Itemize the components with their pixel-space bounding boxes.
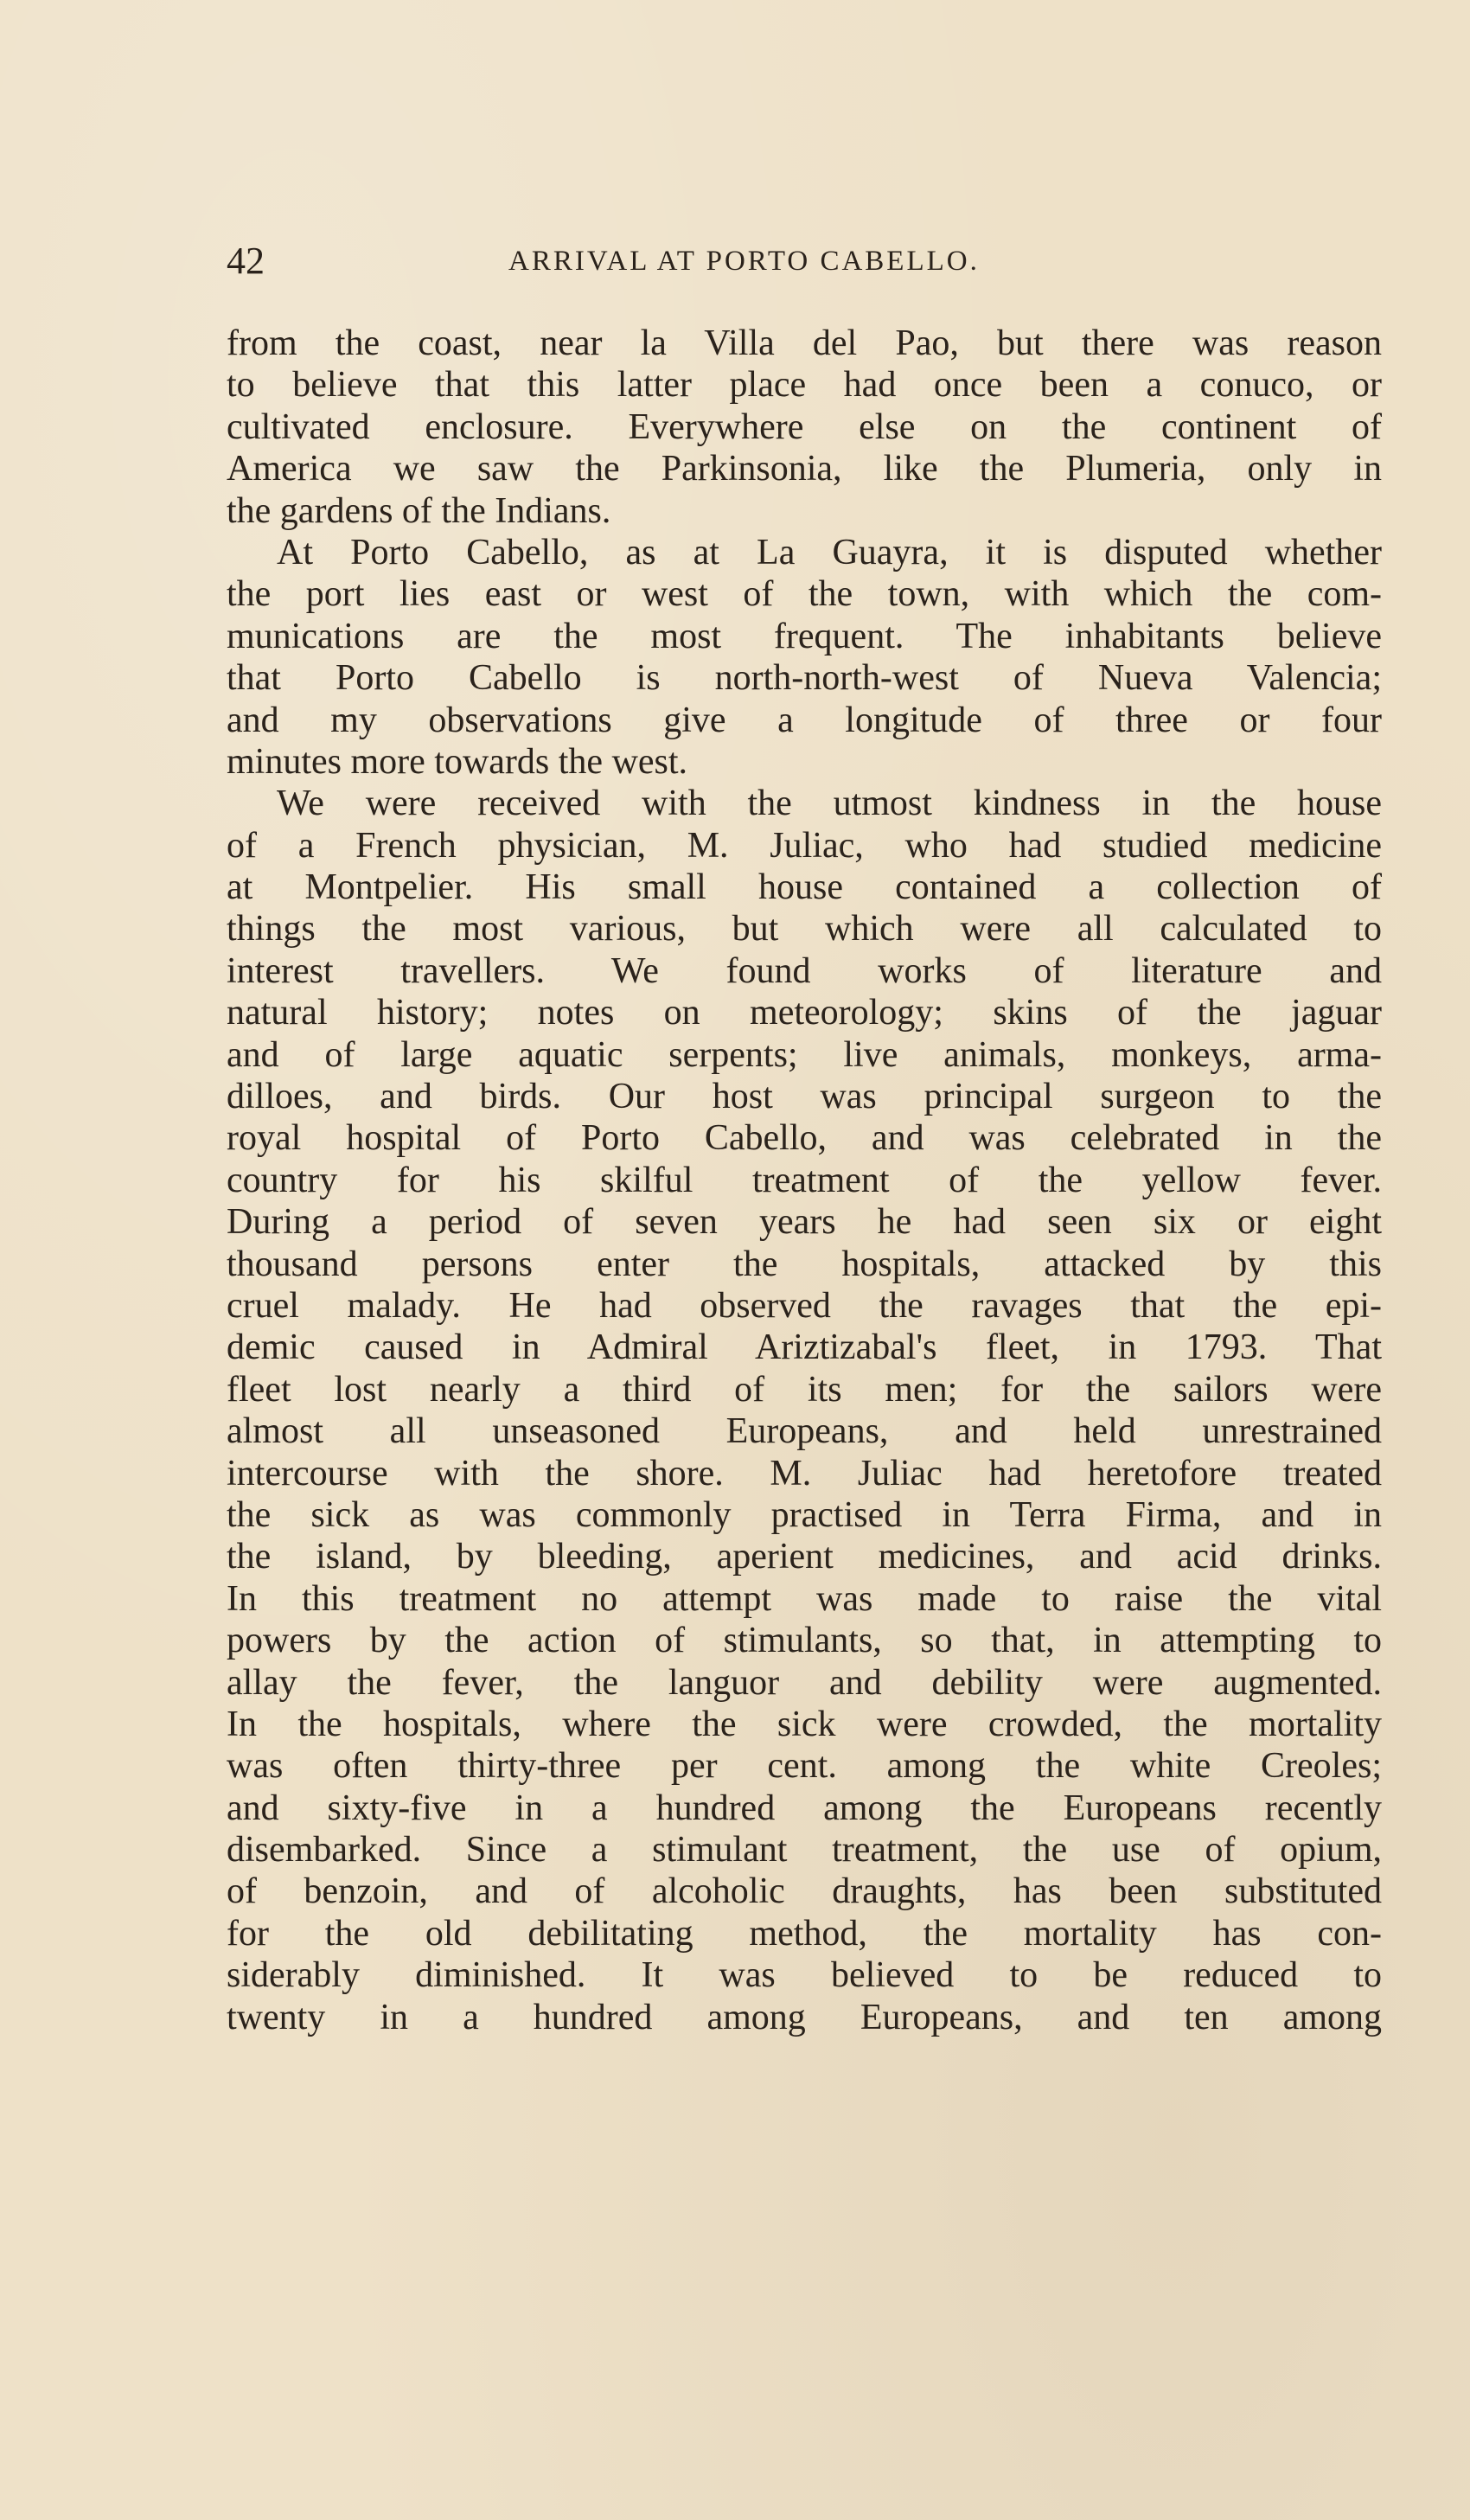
text-line: demic caused in Admiral Ariztizabal's fleet, in 1793. That	[227, 1327, 1382, 1368]
text-line: allay the fever, the languor and debility were augmented.	[227, 1662, 1382, 1703]
text-line: the island, by bleeding, aperient medicines, and acid drinks.	[227, 1537, 1382, 1577]
text-line: dilloes, and birds. Our host was principal surgeon to the	[227, 1077, 1382, 1117]
text-line: of benzoin, and of alcoholic draughts, has been substituted	[227, 1871, 1382, 1912]
text-line: In the hospitals, where the sick were crowded, the mortality	[227, 1704, 1382, 1744]
running-title: ARRIVAL AT PORTO CABELLO.	[508, 246, 980, 277]
text-line: During a period of seven years he had seen six or eight	[227, 1202, 1382, 1243]
text-line: cruel malady. He had observed the ravages that the epi-	[227, 1285, 1382, 1326]
text-line: and of large aquatic serpents; live animals, monkeys, arma-	[227, 1034, 1382, 1075]
text-line: natural history; notes on meteorology; skins of the jaguar	[227, 993, 1382, 1033]
text-line: and sixty-five in a hundred among the Europeans recently	[227, 1788, 1382, 1828]
text-line: country for his skilful treatment of the yellow fever.	[227, 1160, 1382, 1200]
text-line: and my observations give a longitude of three or four	[227, 700, 1382, 740]
text-line: America we saw the Parkinsonia, like the Plumeria, only in	[227, 449, 1382, 489]
text-line: things the most various, but which were all calculated to	[227, 909, 1382, 950]
text-line: to believe that this latter place had once been a conuco, or	[227, 365, 1382, 406]
text-line: for the old debilitating method, the mortality has con-	[227, 1913, 1382, 1954]
page-number: 42	[227, 240, 265, 282]
text-line: disembarked. Since a stimulant treatment, the use of opium,	[227, 1830, 1382, 1871]
text-line: at Montpelier. His small house contained a collection of	[227, 867, 1382, 908]
text-line: In this treatment no attempt was made to raise the vital	[227, 1578, 1382, 1619]
text-line: the gardens of the Indians.	[227, 490, 611, 531]
text-line: thousand persons enter the hospitals, attacked by this	[227, 1244, 1382, 1284]
text-line: was often thirty-three per cent. among the white Creoles;	[227, 1746, 1382, 1787]
text-line: intercourse with the shore. M. Juliac had heretofore treated	[227, 1453, 1382, 1493]
text-line: royal hospital of Porto Cabello, and was celebrated in the	[227, 1118, 1382, 1159]
text-line: fleet lost nearly a third of its men; for the sailors were	[227, 1369, 1382, 1410]
text-line: twenty in a hundred among Europeans, and ten among	[227, 1997, 1382, 2037]
text-line: powers by the action of stimulants, so that, in attempting to	[227, 1621, 1382, 1661]
running-head	[227, 235, 1382, 287]
text-line: of a French physician, M. Juliac, who had studied medicine	[227, 825, 1382, 866]
body-text	[227, 323, 1382, 2038]
text-line: the port lies east or west of the town, with which the com-	[227, 574, 1382, 615]
text-line: siderably diminished. It was believed to be reduced to	[227, 1955, 1382, 1996]
text-line: the sick as was commonly practised in Terra Firma, and in	[227, 1494, 1382, 1535]
text-line: interest travellers. We found works of literature and	[227, 950, 1382, 991]
text-line: almost all unseasoned Europeans, and held unrestrained	[227, 1411, 1382, 1452]
text-line: We were received with the utmost kindness in the house	[277, 784, 1382, 824]
text-line: from the coast, near la Villa del Pao, but there was reason	[227, 323, 1382, 363]
text-line: that Porto Cabello is north-north-west of Nueva Valencia;	[227, 658, 1382, 699]
text-line: At Porto Cabello, as at La Guayra, it is disputed whether	[277, 532, 1382, 572]
text-line: minutes more towards the west.	[227, 741, 688, 782]
text-line: cultivated enclosure. Everywhere else on the continent of	[227, 406, 1382, 447]
text-line: munications are the most frequent. The inhabitants believe	[227, 616, 1382, 656]
